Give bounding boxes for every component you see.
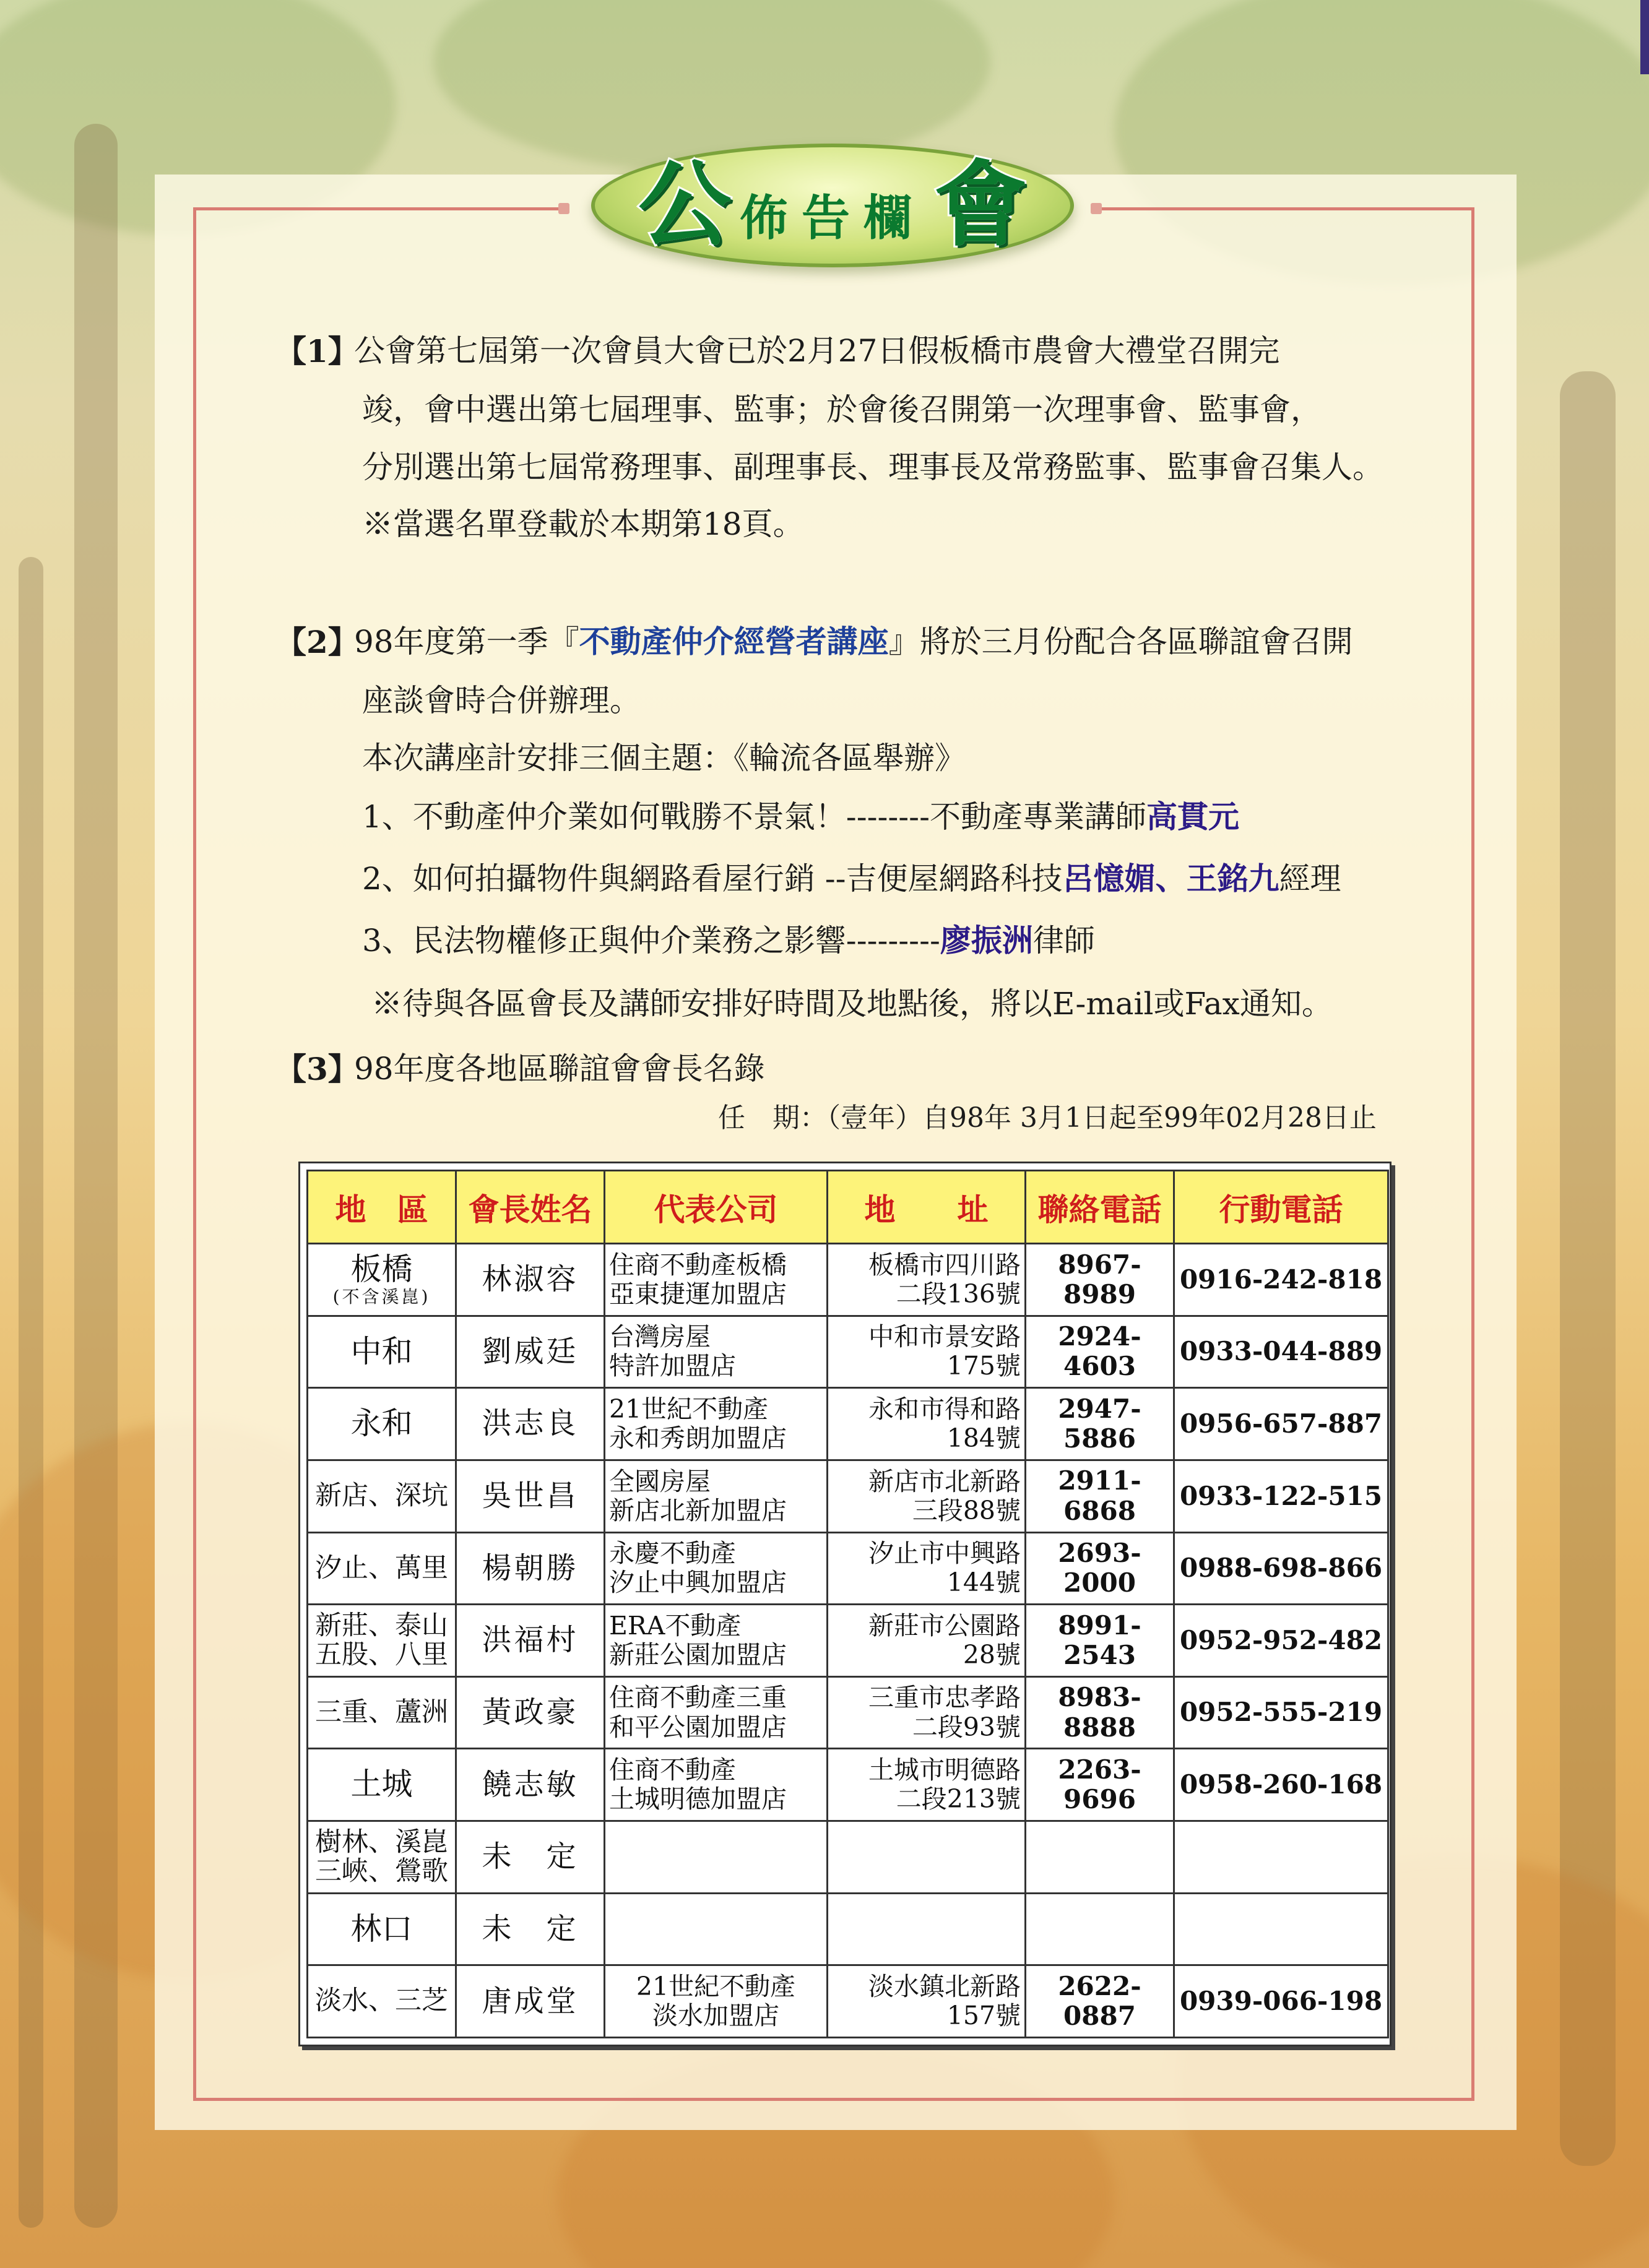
- topic-1-speaker: 高貫元: [1146, 799, 1239, 835]
- cell-region: 三重、蘆洲: [308, 1676, 456, 1749]
- cell-phone: 2263-9696: [1026, 1749, 1174, 1821]
- cell-address: 新莊市公園路 28號: [828, 1605, 1026, 1677]
- cell-region: 新店、深坑: [308, 1460, 456, 1532]
- table-row: [308, 1605, 1388, 1677]
- header-name: 會長姓名: [456, 1171, 605, 1244]
- cell-address: 汐止市中興路 144號: [828, 1532, 1026, 1605]
- cell-mobile: 0939-066-198: [1174, 1965, 1388, 2038]
- header-mobile: 行動電話: [1174, 1171, 1388, 1244]
- cell-region: 新莊、泰山 五股、八里: [308, 1605, 456, 1677]
- cell-region: 土城: [308, 1749, 456, 1821]
- item2-line1-a: 98年度第一季『: [354, 624, 579, 660]
- cell-mobile: 0952-555-219: [1174, 1676, 1388, 1749]
- cell-company: [605, 1893, 828, 1965]
- president-directory-table: [298, 1162, 1391, 2046]
- cell-company: 住商不動產板橋 亞東捷運加盟店: [605, 1244, 828, 1316]
- title-char-left: 公: [638, 152, 731, 259]
- cell-address: 新店市北新路 三段88號: [828, 1460, 1026, 1532]
- topic-2: [362, 862, 1341, 896]
- header-phone: 聯絡電話: [1026, 1171, 1174, 1244]
- cell-name: 饒志敏: [456, 1749, 605, 1821]
- frame-dot-left: [558, 203, 569, 214]
- cell-company: 21世紀不動產 永和秀朗加盟店: [605, 1388, 828, 1460]
- cell-region: 中和: [308, 1316, 456, 1388]
- cell-mobile: 0916-242-818: [1174, 1244, 1388, 1316]
- cell-name: 洪志良: [456, 1388, 605, 1460]
- edge-accent-bar: [1640, 0, 1649, 74]
- cell-name: 未 定: [456, 1893, 605, 1965]
- cell-phone: 8967-8989: [1026, 1244, 1174, 1316]
- cell-mobile: 0988-698-866: [1174, 1532, 1388, 1605]
- frame-dot-right: [1091, 203, 1102, 214]
- bulletin-title-badge: [591, 144, 1074, 267]
- cell-mobile: [1174, 1893, 1388, 1965]
- cell-address: [828, 1893, 1026, 1965]
- table-row: [308, 1821, 1388, 1894]
- cell-company: 住商不動產 土城明德加盟店: [605, 1749, 828, 1821]
- item2-line2: 座談會時合併辦理。: [362, 683, 641, 718]
- cell-name: 劉威廷: [456, 1316, 605, 1388]
- item2-line1: [354, 625, 1353, 659]
- topic-3-speaker: 廖振洲: [940, 923, 1033, 959]
- cell-name: 未 定: [456, 1821, 605, 1894]
- cell-company: 全國房屋 新店北新加盟店: [605, 1460, 828, 1532]
- header-address: 地 址: [828, 1171, 1026, 1244]
- topic-3-text: 3、民法物權修正與仲介業務之影響---------: [362, 923, 940, 959]
- table-row: [308, 1460, 1388, 1532]
- topic-3-title: 律師: [1032, 923, 1095, 959]
- cell-company: [605, 1821, 828, 1894]
- cell-region: 樹林、溪崑 三峽、鶯歌: [308, 1821, 456, 1894]
- cell-company: 台灣房屋 特許加盟店: [605, 1316, 828, 1388]
- cell-mobile: 0958-260-168: [1174, 1749, 1388, 1821]
- table-row: [308, 1316, 1388, 1388]
- item2-line1-c: 』將於三月份配合各區聯誼會召開: [888, 624, 1353, 660]
- topic-1: [362, 800, 1239, 834]
- cell-address: 土城市明德路 二段213號: [828, 1749, 1026, 1821]
- topic-2-text: 2、如何拍攝物件與網路看屋行銷 --吉便屋網路科技: [362, 861, 1063, 897]
- item3-title: 98年度各地區聯誼會會長名錄: [354, 1051, 765, 1087]
- cell-phone: 8983-8888: [1026, 1676, 1174, 1749]
- frame-top-right: [1096, 207, 1474, 210]
- cell-name: 吳世昌: [456, 1460, 605, 1532]
- cell-mobile: [1174, 1821, 1388, 1894]
- cell-mobile: 0952-952-482: [1174, 1605, 1388, 1677]
- cell-address: 中和市景安路 175號: [828, 1316, 1026, 1388]
- cell-region: 汐止、萬里: [308, 1532, 456, 1605]
- item1-line1: 公會第七屆第一次會員大會已於2月27日假板橋市農會大禮堂召開完: [354, 333, 1280, 369]
- topic-2-speaker: 呂憶媚、王銘九: [1062, 861, 1279, 897]
- term-note: 任 期：（壹年）自98年 3月1日起至99年02月28日止: [718, 1102, 1377, 1134]
- cell-phone: [1026, 1893, 1174, 1965]
- cell-company: 21世紀不動產 淡水加盟店: [605, 1965, 828, 2038]
- cell-name: 楊朝勝: [456, 1532, 605, 1605]
- topic-1-text: 1、不動產仲介業如何戰勝不景氣！--------不動產專業講師: [362, 799, 1146, 835]
- cell-phone: 2947-5886: [1026, 1388, 1174, 1460]
- cell-phone: 2622-0887: [1026, 1965, 1174, 2038]
- table-row: [308, 1965, 1388, 2038]
- cell-address: 淡水鎮北新路 157號: [828, 1965, 1026, 2038]
- item2-note: ※待與各區會長及講師安排好時間及地點後，將以E-mail或Fax通知。: [371, 986, 1333, 1022]
- table-row: [308, 1244, 1388, 1316]
- cell-company: 永慶不動產 汐止中興加盟店: [605, 1532, 828, 1605]
- topic-2-title: 經理: [1279, 861, 1341, 897]
- seminar-title: 不動產仲介經營者講座: [579, 624, 889, 660]
- cell-address: 三重市忠孝路 二段93號: [828, 1676, 1026, 1749]
- cell-region: 板橋 (不含溪崑): [308, 1244, 456, 1316]
- item1-line4: ※當選名單登載於本期第18頁。: [362, 506, 804, 542]
- cell-region: 永和: [308, 1388, 456, 1460]
- cell-phone: 2924-4603: [1026, 1316, 1174, 1388]
- cell-name: 唐成堂: [456, 1965, 605, 2038]
- item2-marker: 【2】: [275, 624, 359, 660]
- item1-marker: 【1】: [275, 333, 359, 369]
- cell-name: 黃政豪: [456, 1676, 605, 1749]
- item1-line3: 分別選出第七屆常務理事、副理事長、理事長及常務監事、監事會召集人。: [362, 449, 1383, 485]
- title-text: 佈告欄: [739, 191, 925, 246]
- header-region: 地 區: [308, 1171, 456, 1244]
- cell-phone: 2693-2000: [1026, 1532, 1174, 1605]
- cell-phone: 2911-6868: [1026, 1460, 1174, 1532]
- cell-region: 淡水、三芝: [308, 1965, 456, 2038]
- cell-name: 林淑容: [456, 1244, 605, 1316]
- cell-address: 板橋市四川路 二段136號: [828, 1244, 1026, 1316]
- frame-top-left: [193, 207, 565, 210]
- cell-address: 永和市得和路 184號: [828, 1388, 1026, 1460]
- cell-company: 住商不動產三重 和平公園加盟店: [605, 1676, 828, 1749]
- table-row: [308, 1893, 1388, 1965]
- table-row: [308, 1749, 1388, 1821]
- cell-company: ERA不動產 新莊公園加盟店: [605, 1605, 828, 1677]
- header-company: 代表公司: [605, 1171, 828, 1244]
- title-char-right: 會: [934, 152, 1028, 259]
- item1-line2: 竣，會中選出第七屆理事、監事；於會後召開第一次理事會、監事會，: [362, 392, 1322, 428]
- cell-mobile: 0933-044-889: [1174, 1316, 1388, 1388]
- table-row: [308, 1676, 1388, 1749]
- cell-address: [828, 1821, 1026, 1894]
- cell-mobile: 0933-122-515: [1174, 1460, 1388, 1532]
- topic-3: [362, 924, 1095, 958]
- cell-region: 林口: [308, 1893, 456, 1965]
- table-row: [308, 1532, 1388, 1605]
- cell-mobile: 0956-657-887: [1174, 1388, 1388, 1460]
- item2-line3: 本次講座計安排三個主題：《輪流各區舉辦》: [362, 740, 966, 776]
- cell-name: 洪福村: [456, 1605, 605, 1677]
- item3-marker: 【3】: [275, 1051, 359, 1087]
- table-row: [308, 1388, 1388, 1460]
- cell-phone: 8991-2543: [1026, 1605, 1174, 1677]
- table-header-row: [308, 1171, 1388, 1244]
- cell-phone: [1026, 1821, 1174, 1894]
